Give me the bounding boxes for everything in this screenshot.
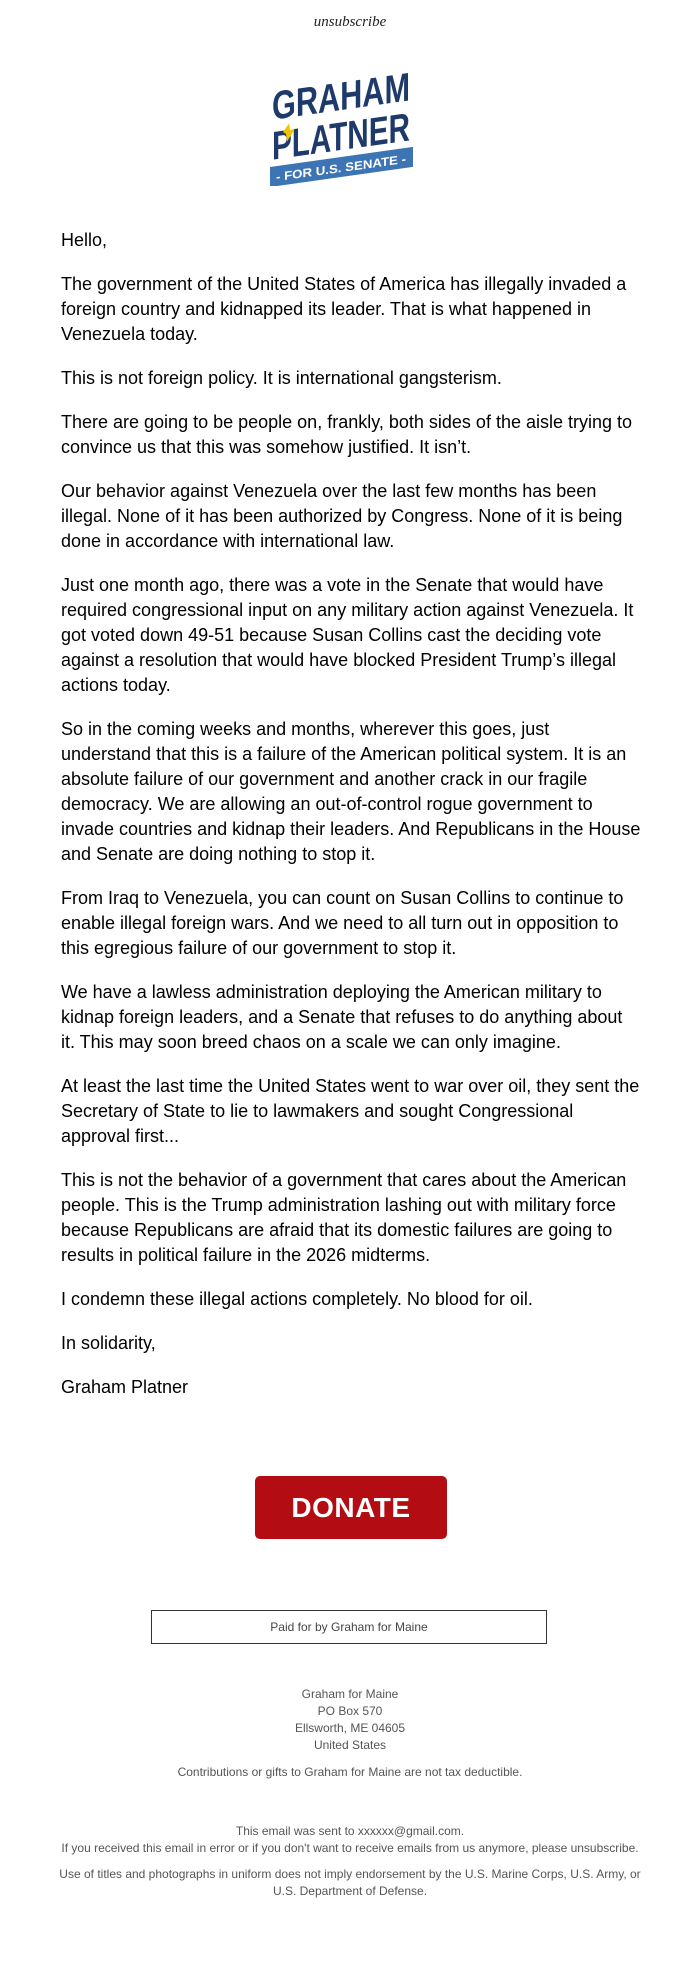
letter-paragraph: There are going to be people on, frankly, both sides of the aisle trying to convince us that this was somehow justified. It isn’t. <box>61 412 633 457</box>
sent-to-line <box>0 1823 700 1840</box>
address-line: Graham for Maine <box>301 1687 399 1701</box>
letter-paragraph: The government of the United States of America has illegally invaded a foreign country and kidnapped its leader. That is what happened in Venezuela today. <box>61 274 627 344</box>
unsubscribe-link[interactable]: unsubscribe <box>313 14 387 30</box>
letter-paragraph: This is not the behavior of a government that cares about the American people. This is the Trump administration lashing out with military force because Republicans are afraid that its domestic failures are going to results in political failure in the 2026 midterms. <box>61 1170 627 1265</box>
logo-tagline: - FOR U.S. SENATE - <box>276 153 394 185</box>
campaign-logo-graphic <box>270 68 430 186</box>
letter-body <box>61 228 641 1419</box>
greeting: Hello, <box>61 230 108 250</box>
logo-line2: PLATNER <box>272 97 430 169</box>
campaign-logo <box>270 68 430 186</box>
signature: Graham Platner <box>61 1377 189 1397</box>
tax-note: Contributions or gifts to Graham for Maine are not tax deductible. <box>177 1765 523 1779</box>
footer-unsubscribe-text[interactable]: If you received this email in error or if you don't want to receive emails from us anymore, please unsubscribe. <box>61 1841 639 1855</box>
letter-paragraph: At least the last time the United States went to war over oil, they sent the Secretary of State to lie to lawmakers and sought Congressional approval first... <box>61 1076 640 1146</box>
letter-paragraph: I condemn these illegal actions completely. No blood for oil. <box>61 1289 533 1309</box>
sent-to-prefix: This email was sent to <box>235 1824 358 1838</box>
address-line: United States <box>313 1738 387 1752</box>
sent-to-notice <box>0 1823 700 1857</box>
letter-paragraph: From Iraq to Venezuela, you can count on Susan Collins to continue to enable illegal foreign wars. And we need to all turn out in opposition to this egregious failure of our government to stop it. <box>61 888 624 958</box>
letter-paragraph: Just one month ago, there was a vote in the Senate that would have required congressional input on any military action against Venezuela. It got voted down 49-51 because Susan Collins cast the deciding vote against a resolution that would have blocked President Trump’s illegal actions today. <box>61 575 634 695</box>
closing: In solidarity, <box>61 1333 156 1353</box>
letter-paragraph: We have a lawless administration deploying the American military to kidnap foreign leaders, and a Senate that refuses to do anything about it. This may soon breed chaos on a scale we can only imagine. <box>61 982 623 1052</box>
letter-paragraph: This is not foreign policy. It is international gangsterism. <box>61 368 502 388</box>
address-line: PO Box 570 <box>317 1704 383 1718</box>
mailing-address <box>0 1686 700 1754</box>
military-disclaimer: Use of titles and photographs in uniform does not imply endorsement by the U.S. Marine Corps, U.S. Army, or U.S. Department of Defense. <box>59 1867 641 1898</box>
letter-paragraph: So in the coming weeks and months, wherever this goes, just understand that this is a failure of the American political system. It is an absolute failure of our government and another crack in our fragile democracy. We are allowing an out-of-control rogue government to invade countries and kidnap their leaders. And Republicans in the House and Senate are doing nothing to stop it. <box>61 719 641 864</box>
address-line: Ellsworth, ME 04605 <box>294 1721 406 1735</box>
letter-paragraph: Our behavior against Venezuela over the last few months has been illegal. None of it has been authorized by Congress. None of it is being done in accordance with international law. <box>61 481 623 551</box>
recipient-email: xxxxxx@gmail.com <box>357 1824 461 1838</box>
logo-line1: GRAHAM <box>272 68 430 129</box>
sent-to-suffix: . <box>460 1824 465 1838</box>
donate-button[interactable]: DONATE <box>255 1476 447 1539</box>
paid-for-disclaimer: Paid for by Graham for Maine <box>151 1610 547 1644</box>
